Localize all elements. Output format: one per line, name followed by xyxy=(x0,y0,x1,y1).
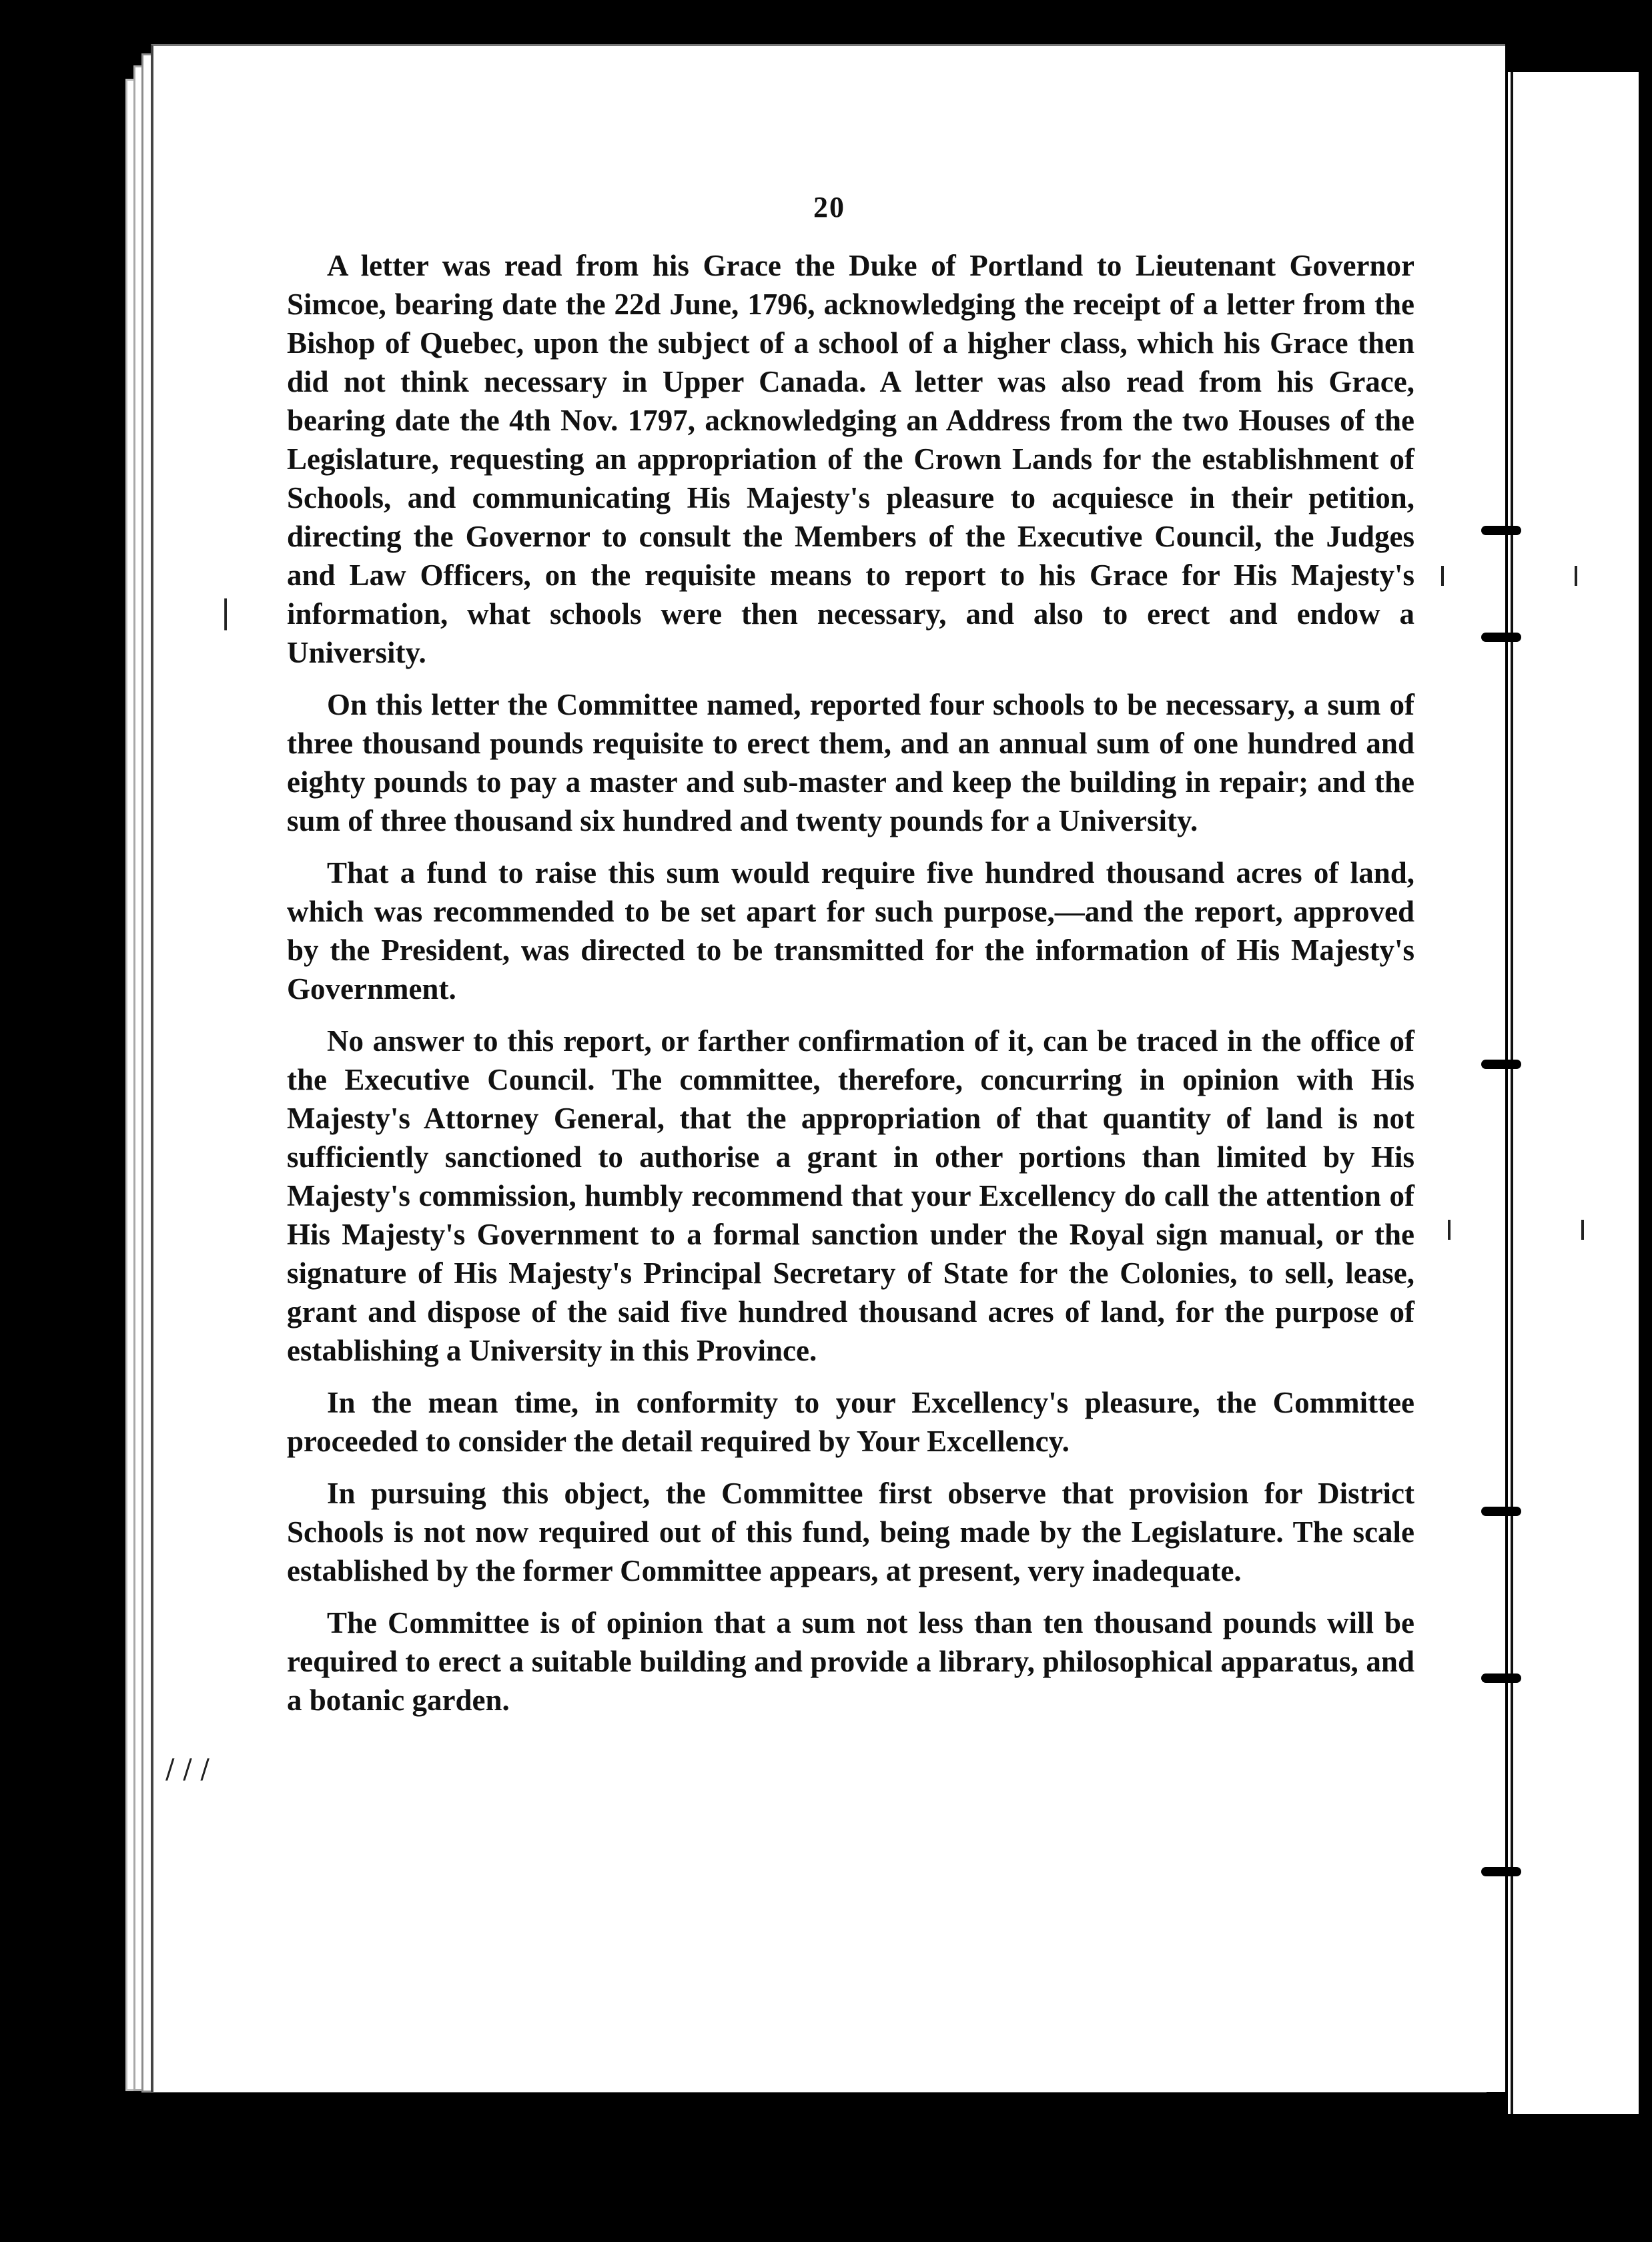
margin-tick xyxy=(1581,1220,1584,1240)
binding-stitch-mark xyxy=(1481,1673,1521,1683)
binding-gutter xyxy=(1511,72,1513,2114)
paragraph: In pursuing this object, the Committee first observe that provision for District Schools is not now required out of this fund, being made by the Legislature. The scale established by the former Committee appears, at present, very inadequate. xyxy=(287,1477,1414,1587)
binding-stitch-mark xyxy=(1481,526,1521,535)
document-page xyxy=(151,44,1505,2092)
margin-tick xyxy=(1575,566,1577,586)
margin-pencil-mark: / / / xyxy=(165,1754,210,1785)
paragraph: On this letter the Committee named, reported four schools to be necessary, a sum of three thousand pounds requisite to erect them, and an annual sum of one hundred and eighty pounds to pay a master and sub-master and keep the building in repair; and the sum of three thousand six hundred and twenty pounds for a University. xyxy=(287,688,1414,837)
body-text xyxy=(287,246,1414,1733)
margin-pencil-mark: | xyxy=(220,593,232,631)
paragraph: A letter was read from his Grace the Duke of Portland to Lieutenant Governor Simcoe, bearing date the 22d June, 1796, acknowledging the receipt of a letter from the Bishop of Quebec, upon the subject of a school of a higher class, which his Grace then did not think necessary in Upper Canada. A letter was also read from his Grace, bearing date the 4th Nov. 1797, acknowledging an Address from the two Houses of the Legislature, requesting an appropriation of the Crown Lands for the establishment of Schools, and communicating His Majesty's pleasure to acquiesce in their petition, directing the Governor to consult the Members of the Executive Council, the Judges and Law Officers, on the requisite means to report to his Grace for His Majesty's information, what schools were then necessary, and also to erect and endow a University. xyxy=(287,249,1414,669)
binding-stitch-mark xyxy=(1481,1060,1521,1069)
binding-stitch-mark xyxy=(1481,1867,1521,1876)
adjacent-page-edge xyxy=(1508,72,1639,2114)
paragraph: No answer to this report, or farther confirmation of it, can be traced in the office of the Executive Council. The committee, therefore, concurring in opinion with His Majesty's Attorney General, that the appropriation of that quantity of land is not sufficiently sanctioned to authorise a grant in other portions than limited by His Majesty's commission, humbly recommend that your Excellency do call the attention of His Majesty's Government to a formal sanction under the Royal sign manual, or the signature of His Majesty's Principal Secretary of State for the Colonies, to sell, lease, grant and dispose of the said five hundred thousand acres of land, for the purpose of establishing a University in this Province. xyxy=(287,1024,1414,1367)
binding-stitch-mark xyxy=(1481,1507,1521,1516)
paragraph: That a fund to raise this sum would require five hundred thousand acres of land, which was recommended to be set apart for such purpose,—and the report, approved by the President, was directed to be transmitted for the information of His Majesty's Government. xyxy=(287,856,1414,1006)
paragraph: In the mean time, in conformity to your Excellency's pleasure, the Committee proceeded to consider the detail required by Your Excellency. xyxy=(287,1386,1414,1458)
margin-tick xyxy=(1448,1220,1451,1240)
page-number: 20 xyxy=(813,191,845,224)
paragraph: The Committee is of opinion that a sum not less than ten thousand pounds will be required to erect a suitable building and provide a library, philosophical apparatus, and a botanic garden. xyxy=(287,1606,1414,1717)
margin-tick xyxy=(1441,566,1444,586)
binding-stitch-mark xyxy=(1481,633,1521,642)
